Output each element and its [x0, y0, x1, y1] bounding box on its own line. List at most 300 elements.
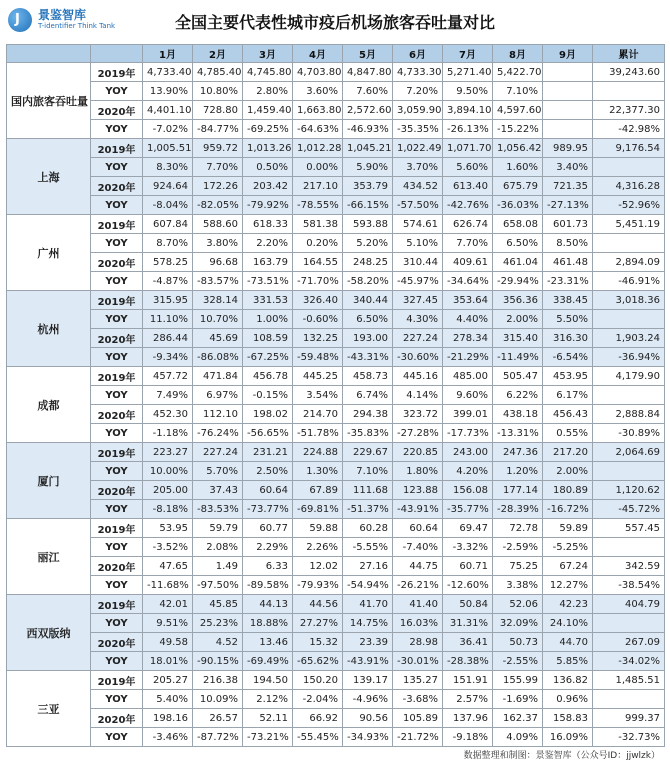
data-cell: -3.32% [443, 538, 493, 557]
row-label: 2019年 [91, 139, 143, 158]
data-cell: 10.70% [193, 310, 243, 329]
data-cell: 6.22% [493, 386, 543, 405]
data-cell: 557.45 [593, 519, 665, 538]
data-cell: 203.42 [243, 177, 293, 196]
data-cell: -23.31% [543, 272, 593, 291]
data-cell: 989.95 [543, 139, 593, 158]
data-cell [593, 690, 665, 709]
data-cell: 0.96% [543, 690, 593, 709]
data-cell: 96.68 [193, 253, 243, 272]
data-cell: 10.80% [193, 82, 243, 101]
data-cell: 44.13 [243, 595, 293, 614]
data-cell: 162.37 [493, 709, 543, 728]
data-cell: -42.98% [593, 120, 665, 139]
data-cell: 1,459.40 [243, 101, 293, 120]
data-cell: -5.55% [343, 538, 393, 557]
data-cell: 2,572.60 [343, 101, 393, 120]
row-label: YOY [91, 500, 143, 519]
data-cell: 9.50% [443, 82, 493, 101]
table-body [7, 63, 665, 747]
data-cell: -8.04% [143, 196, 193, 215]
city-name: 三亚 [7, 671, 91, 747]
row-label: YOY [91, 462, 143, 481]
data-cell: 6.17% [543, 386, 593, 405]
data-cell: -0.60% [293, 310, 343, 329]
data-cell: 7.10% [493, 82, 543, 101]
table-row [7, 329, 665, 348]
row-label: YOY [91, 158, 143, 177]
data-cell: 135.27 [393, 671, 443, 690]
data-cell: 3.70% [393, 158, 443, 177]
data-cell: 248.25 [343, 253, 393, 272]
data-cell: -55.45% [293, 728, 343, 747]
table-row [7, 709, 665, 728]
table-row [7, 728, 665, 747]
data-cell: 52.11 [243, 709, 293, 728]
data-cell: -11.68% [143, 576, 193, 595]
data-cell: 658.08 [493, 215, 543, 234]
data-cell: 6.50% [493, 234, 543, 253]
data-cell: -69.81% [293, 500, 343, 519]
data-cell: 728.80 [193, 101, 243, 120]
data-cell [593, 538, 665, 557]
data-cell: 5.20% [343, 234, 393, 253]
data-cell: 286.44 [143, 329, 193, 348]
data-cell: 5.40% [143, 690, 193, 709]
data-cell: 4.30% [393, 310, 443, 329]
data-cell: 10.09% [193, 690, 243, 709]
data-cell: 331.53 [243, 291, 293, 310]
data-cell: 613.40 [443, 177, 493, 196]
data-cell: 445.25 [293, 367, 343, 386]
table-row [7, 120, 665, 139]
data-cell: 3.80% [193, 234, 243, 253]
data-cell: -7.40% [393, 538, 443, 557]
table-row [7, 500, 665, 519]
table-row [7, 253, 665, 272]
data-cell: 7.49% [143, 386, 193, 405]
data-cell: -52.96% [593, 196, 665, 215]
data-cell: 44.70 [543, 633, 593, 652]
data-cell: 471.84 [193, 367, 243, 386]
data-cell: 2.57% [443, 690, 493, 709]
data-cell: -2.04% [293, 690, 343, 709]
city-name: 西双版纳 [7, 595, 91, 671]
data-cell: -87.72% [193, 728, 243, 747]
data-cell: -3.46% [143, 728, 193, 747]
table-row [7, 443, 665, 462]
data-cell: -13.31% [493, 424, 543, 443]
data-cell: -43.91% [343, 652, 393, 671]
data-cell: 353.79 [343, 177, 393, 196]
table-row [7, 82, 665, 101]
data-cell: 111.68 [343, 481, 393, 500]
data-cell: 60.64 [393, 519, 443, 538]
data-cell: 353.64 [443, 291, 493, 310]
data-cell: 315.40 [493, 329, 543, 348]
data-cell: -82.05% [193, 196, 243, 215]
data-cell: -16.72% [543, 500, 593, 519]
data-cell: 4.40% [443, 310, 493, 329]
data-cell: 105.89 [393, 709, 443, 728]
data-cell: 3,894.10 [443, 101, 493, 120]
data-cell: 243.00 [443, 443, 493, 462]
data-cell: 32.09% [493, 614, 543, 633]
table-row [7, 177, 665, 196]
data-cell: 461.04 [493, 253, 543, 272]
table-row [7, 367, 665, 386]
data-cell: -46.93% [343, 120, 393, 139]
row-label: YOY [91, 386, 143, 405]
data-cell: 60.28 [343, 519, 393, 538]
data-cell: 4,745.80 [243, 63, 293, 82]
data-cell: 50.73 [493, 633, 543, 652]
data-cell: -4.87% [143, 272, 193, 291]
data-cell: -64.63% [293, 120, 343, 139]
table-row [7, 576, 665, 595]
data-cell [543, 82, 593, 101]
data-cell: 278.34 [443, 329, 493, 348]
data-cell: 3.38% [493, 576, 543, 595]
data-cell: 31.31% [443, 614, 493, 633]
data-cell: 267.09 [593, 633, 665, 652]
data-cell: -76.24% [193, 424, 243, 443]
data-cell: 7.70% [193, 158, 243, 177]
city-name: 丽江 [7, 519, 91, 595]
table-row [7, 690, 665, 709]
data-cell: 3.54% [293, 386, 343, 405]
table-row [7, 63, 665, 82]
data-cell: -28.38% [443, 652, 493, 671]
data-cell: 163.79 [243, 253, 293, 272]
data-cell: 132.25 [293, 329, 343, 348]
data-cell: 112.10 [193, 405, 243, 424]
row-label: YOY [91, 234, 143, 253]
data-cell: -45.72% [593, 500, 665, 519]
table-row [7, 595, 665, 614]
data-cell: 4,733.30 [393, 63, 443, 82]
row-label: 2020年 [91, 101, 143, 120]
data-cell: 39,243.60 [593, 63, 665, 82]
row-label: 2019年 [91, 63, 143, 82]
data-cell: 25.23% [193, 614, 243, 633]
data-cell: 4.52 [193, 633, 243, 652]
city-name: 厦门 [7, 443, 91, 519]
data-cell: -35.77% [443, 500, 493, 519]
data-cell: 438.18 [493, 405, 543, 424]
table-row [7, 614, 665, 633]
data-cell: 294.38 [343, 405, 393, 424]
data-cell: 60.71 [443, 557, 493, 576]
data-cell: 9,176.54 [593, 139, 665, 158]
data-cell: 6.50% [343, 310, 393, 329]
data-cell [593, 158, 665, 177]
table-row [7, 538, 665, 557]
data-cell: -34.93% [343, 728, 393, 747]
data-cell: 72.78 [493, 519, 543, 538]
data-cell: 1,013.26 [243, 139, 293, 158]
data-cell: 456.78 [243, 367, 293, 386]
data-cell: 23.39 [343, 633, 393, 652]
column-header: 7月 [443, 45, 493, 63]
data-cell: 150.20 [293, 671, 343, 690]
data-cell: 13.46 [243, 633, 293, 652]
data-cell: 158.83 [543, 709, 593, 728]
data-cell: 44.75 [393, 557, 443, 576]
data-cell: 2.20% [243, 234, 293, 253]
row-label: YOY [91, 576, 143, 595]
data-cell: 601.73 [543, 215, 593, 234]
data-cell: 399.01 [443, 405, 493, 424]
data-cell: 53.95 [143, 519, 193, 538]
data-cell: 16.09% [543, 728, 593, 747]
data-cell: 90.56 [343, 709, 393, 728]
data-cell: 5.70% [193, 462, 243, 481]
data-cell: -6.54% [543, 348, 593, 367]
passenger-throughput-table [6, 44, 665, 747]
data-cell: 327.45 [393, 291, 443, 310]
row-label: YOY [91, 424, 143, 443]
table-row [7, 386, 665, 405]
data-cell: 328.14 [193, 291, 243, 310]
data-cell: 52.06 [493, 595, 543, 614]
data-cell: 45.85 [193, 595, 243, 614]
table-row [7, 101, 665, 120]
data-cell: 2.00% [493, 310, 543, 329]
data-cell: 123.88 [393, 481, 443, 500]
data-cell: 4,316.28 [593, 177, 665, 196]
data-cell: 220.85 [393, 443, 443, 462]
data-cell: 4,847.80 [343, 63, 393, 82]
data-cell: 4,703.80 [293, 63, 343, 82]
table-row [7, 291, 665, 310]
data-cell: 247.36 [493, 443, 543, 462]
data-cell: 0.20% [293, 234, 343, 253]
data-cell: 15.32 [293, 633, 343, 652]
data-cell: -79.92% [243, 196, 293, 215]
data-cell: 50.84 [443, 595, 493, 614]
data-cell: 37.43 [193, 481, 243, 500]
data-cell: 5,451.19 [593, 215, 665, 234]
table-row [7, 215, 665, 234]
data-cell: -0.15% [243, 386, 293, 405]
data-cell: 618.33 [243, 215, 293, 234]
data-cell: 2.26% [293, 538, 343, 557]
data-cell: -30.89% [593, 424, 665, 443]
data-cell: 1,005.51 [143, 139, 193, 158]
column-header: 4月 [293, 45, 343, 63]
data-cell: 45.69 [193, 329, 243, 348]
data-cell: -67.25% [243, 348, 293, 367]
brand-subtitle: T-identifier Think Tank [38, 22, 116, 30]
data-cell: 177.14 [493, 481, 543, 500]
data-cell: 315.95 [143, 291, 193, 310]
data-cell: 445.16 [393, 367, 443, 386]
data-cell: 227.24 [393, 329, 443, 348]
row-label: 2019年 [91, 443, 143, 462]
data-cell: 216.38 [193, 671, 243, 690]
data-cell: -2.59% [493, 538, 543, 557]
table-row [7, 462, 665, 481]
data-cell: 180.89 [543, 481, 593, 500]
data-cell: 194.50 [243, 671, 293, 690]
footer-credit: 数据整理和制图：景鉴智库（公众号ID：jjwlzk） [463, 751, 660, 761]
data-cell: 44.56 [293, 595, 343, 614]
data-cell: 9.60% [443, 386, 493, 405]
data-cell: 4.09% [493, 728, 543, 747]
data-cell: 67.89 [293, 481, 343, 500]
data-cell: -1.18% [143, 424, 193, 443]
data-cell: -51.37% [343, 500, 393, 519]
table-row [7, 652, 665, 671]
data-cell: 66.92 [293, 709, 343, 728]
data-cell: 1,071.70 [443, 139, 493, 158]
data-cell: -11.49% [493, 348, 543, 367]
data-cell: 164.55 [293, 253, 343, 272]
data-cell: 27.16 [343, 557, 393, 576]
data-cell: 338.45 [543, 291, 593, 310]
data-cell: 3,059.90 [393, 101, 443, 120]
data-cell: 1.60% [493, 158, 543, 177]
data-cell: 2.08% [193, 538, 243, 557]
data-cell: -17.73% [443, 424, 493, 443]
city-name: 杭州 [7, 291, 91, 367]
data-cell: 2.80% [243, 82, 293, 101]
data-cell [593, 614, 665, 633]
data-cell: 13.90% [143, 82, 193, 101]
data-cell: 453.95 [543, 367, 593, 386]
table-row [7, 234, 665, 253]
data-cell: -51.78% [293, 424, 343, 443]
row-label: 2020年 [91, 329, 143, 348]
row-label: 2019年 [91, 671, 143, 690]
data-cell: 7.20% [393, 82, 443, 101]
data-cell: 0.55% [543, 424, 593, 443]
data-cell: 721.35 [543, 177, 593, 196]
row-label: 2020年 [91, 557, 143, 576]
data-cell: -43.91% [393, 500, 443, 519]
data-cell: 326.40 [293, 291, 343, 310]
table-row [7, 671, 665, 690]
data-cell: 10.00% [143, 462, 193, 481]
data-cell: 24.10% [543, 614, 593, 633]
data-cell: 4,785.40 [193, 63, 243, 82]
table-row [7, 196, 665, 215]
page-title: 全国主要代表性城市疫后机场旅客吞吐量对比 [174, 13, 495, 32]
data-cell: 137.96 [443, 709, 493, 728]
data-cell: 69.47 [443, 519, 493, 538]
data-cell: 310.44 [393, 253, 443, 272]
data-cell: 1,663.80 [293, 101, 343, 120]
table-row [7, 481, 665, 500]
data-cell: 1.00% [243, 310, 293, 329]
data-cell [593, 310, 665, 329]
data-cell: 67.24 [543, 557, 593, 576]
row-label: 2019年 [91, 519, 143, 538]
data-cell: -26.21% [393, 576, 443, 595]
data-cell: 581.38 [293, 215, 343, 234]
row-label: YOY [91, 538, 143, 557]
data-cell: 22,377.30 [593, 101, 665, 120]
data-cell: 1,045.21 [343, 139, 393, 158]
column-header [7, 45, 91, 63]
data-cell: 59.89 [543, 519, 593, 538]
row-label: YOY [91, 690, 143, 709]
data-cell: -26.13% [443, 120, 493, 139]
data-cell: 0.50% [243, 158, 293, 177]
data-cell: 205.00 [143, 481, 193, 500]
data-cell: 155.99 [493, 671, 543, 690]
data-cell: 28.98 [393, 633, 443, 652]
table-row [7, 424, 665, 443]
data-cell: 340.44 [343, 291, 393, 310]
row-label: 2019年 [91, 215, 143, 234]
data-cell: 59.88 [293, 519, 343, 538]
data-cell: -34.64% [443, 272, 493, 291]
data-cell: 2,894.09 [593, 253, 665, 272]
data-cell: 7.10% [343, 462, 393, 481]
data-cell: 229.67 [343, 443, 393, 462]
data-cell: 7.60% [343, 82, 393, 101]
data-cell: -21.29% [443, 348, 493, 367]
data-cell: -90.15% [193, 652, 243, 671]
data-cell: 574.61 [393, 215, 443, 234]
table-row [7, 633, 665, 652]
data-cell: 6.97% [193, 386, 243, 405]
data-cell: 342.59 [593, 557, 665, 576]
city-name: 成都 [7, 367, 91, 443]
data-cell: 323.72 [393, 405, 443, 424]
row-label: YOY [91, 272, 143, 291]
data-cell: 172.26 [193, 177, 243, 196]
data-cell: 1.80% [393, 462, 443, 481]
data-cell: 5.50% [543, 310, 593, 329]
data-cell: 1.49 [193, 557, 243, 576]
row-label: YOY [91, 614, 143, 633]
data-cell: 593.88 [343, 215, 393, 234]
data-cell: 47.65 [143, 557, 193, 576]
row-label: 2020年 [91, 405, 143, 424]
row-label: YOY [91, 310, 143, 329]
data-cell: 108.59 [243, 329, 293, 348]
data-cell: 4,401.10 [143, 101, 193, 120]
data-cell: 27.27% [293, 614, 343, 633]
data-cell: 999.37 [593, 709, 665, 728]
data-cell: -36.94% [593, 348, 665, 367]
data-cell: 4,597.60 [493, 101, 543, 120]
data-cell: 626.74 [443, 215, 493, 234]
data-cell [593, 82, 665, 101]
row-label: 2019年 [91, 595, 143, 614]
data-cell: 4,733.40 [143, 63, 193, 82]
data-cell: -4.96% [343, 690, 393, 709]
table-row [7, 272, 665, 291]
table-row [7, 557, 665, 576]
data-cell [593, 234, 665, 253]
data-cell: -8.18% [143, 500, 193, 519]
data-cell: -2.55% [493, 652, 543, 671]
data-cell: -42.76% [443, 196, 493, 215]
data-cell [543, 120, 593, 139]
column-header: 2月 [193, 45, 243, 63]
data-cell: 49.58 [143, 633, 193, 652]
data-cell: 156.08 [443, 481, 493, 500]
data-cell: 9.51% [143, 614, 193, 633]
data-cell [543, 63, 593, 82]
data-cell: 198.02 [243, 405, 293, 424]
data-cell: 607.84 [143, 215, 193, 234]
data-cell: 2,888.84 [593, 405, 665, 424]
